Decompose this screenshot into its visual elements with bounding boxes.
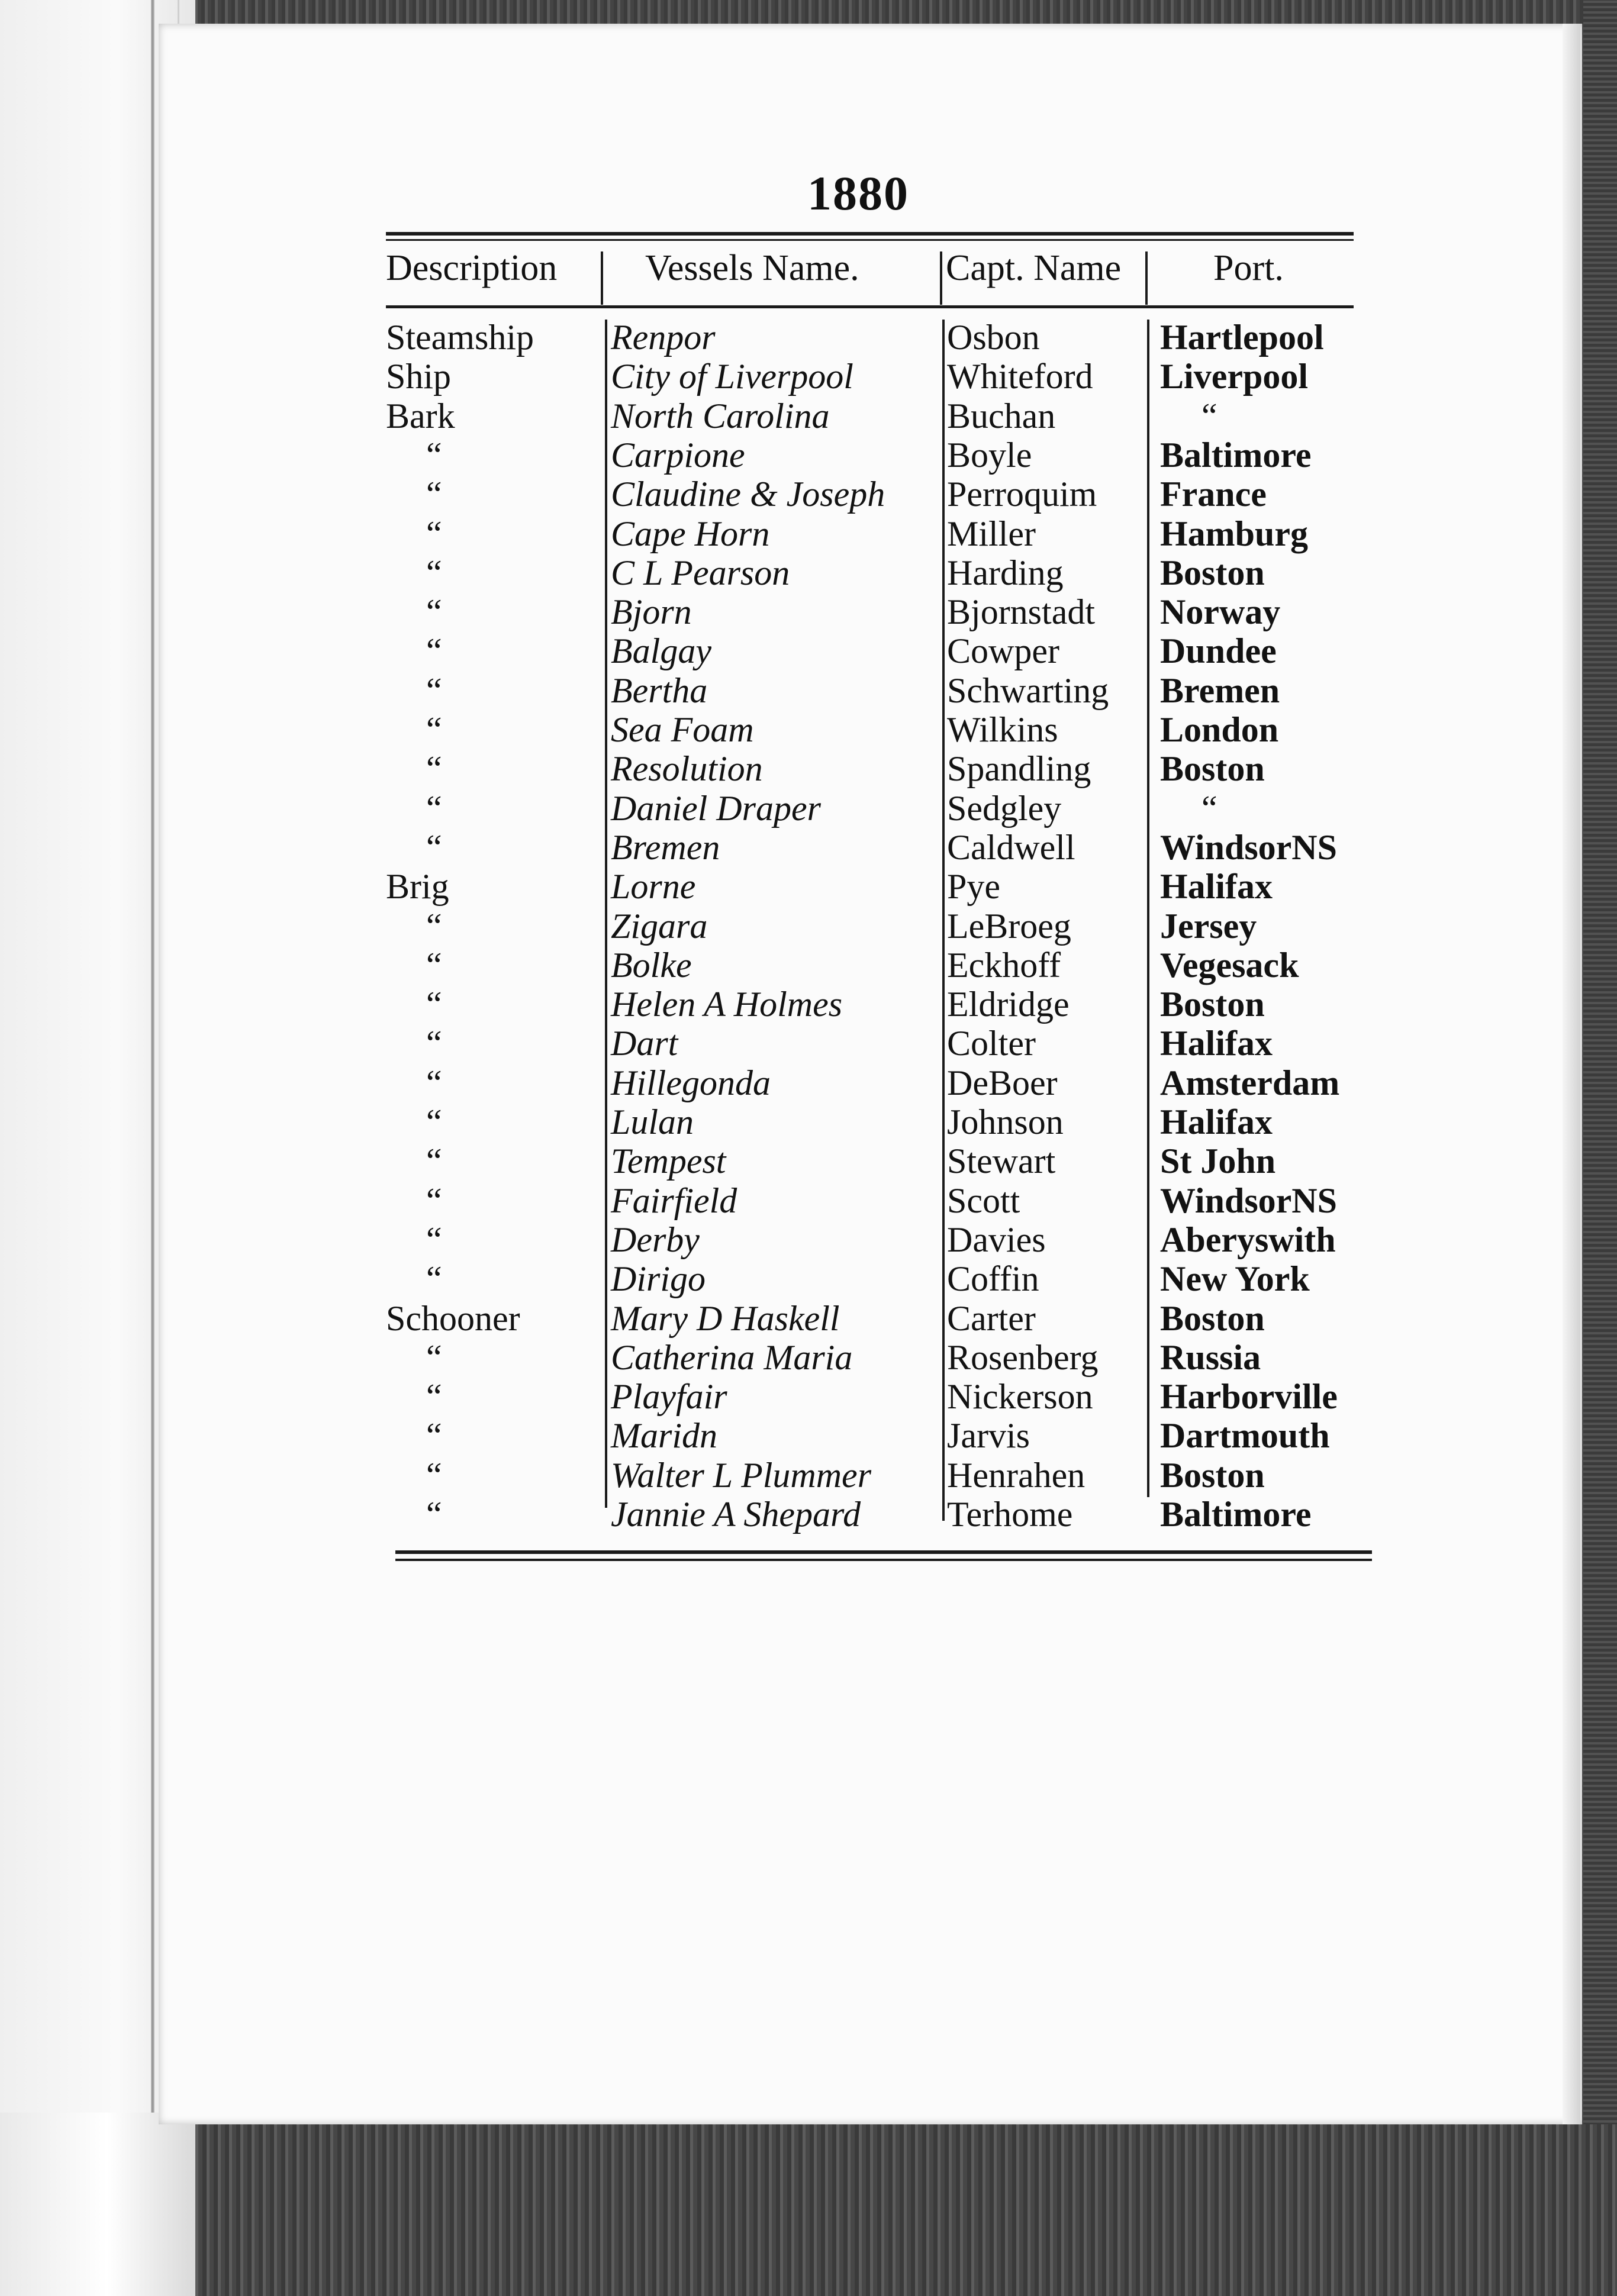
description-cell: “ — [426, 1102, 442, 1141]
port-cell: Harborville — [1160, 1377, 1338, 1417]
description-cell: “ — [426, 631, 442, 671]
vessel-name-cell: Dart — [611, 1024, 678, 1063]
table-row — [0, 1416, 1617, 1455]
vessel-name-cell: Cape Horn — [611, 514, 770, 553]
table-row — [0, 1259, 1617, 1298]
description-cell: “ — [426, 435, 442, 475]
header-rule — [386, 305, 1354, 308]
captain-name-cell: Buchan — [947, 396, 1056, 436]
table-row — [0, 1377, 1617, 1416]
table-row — [0, 789, 1617, 828]
description-cell: “ — [426, 749, 442, 789]
captain-name-cell: DeBoer — [947, 1063, 1058, 1102]
description-cell: “ — [426, 592, 442, 632]
captain-name-cell: Henrahen — [947, 1455, 1085, 1495]
port-cell: St John — [1160, 1141, 1276, 1181]
captain-name-cell: Miller — [947, 514, 1036, 553]
table-row — [0, 631, 1617, 670]
captain-name-cell: Boyle — [947, 435, 1032, 475]
vessel-name-cell: Resolution — [611, 749, 763, 789]
captain-name-cell: Davies — [947, 1220, 1046, 1259]
port-cell: Norway — [1160, 592, 1281, 632]
description-cell: Brig — [386, 867, 449, 907]
description-cell: “ — [426, 1455, 442, 1495]
description-cell: “ — [426, 906, 442, 946]
table-row — [0, 318, 1617, 357]
port-cell: Halifax — [1160, 867, 1273, 907]
table-row — [0, 1181, 1617, 1220]
captain-name-cell: Johnson — [947, 1102, 1064, 1141]
table-row — [0, 1220, 1617, 1259]
table-bottom-rule — [395, 1550, 1372, 1554]
table-row — [0, 1456, 1617, 1495]
table-row — [0, 671, 1617, 710]
scanner-backdrop-top — [0, 0, 1617, 24]
port-cell: Baltimore — [1160, 435, 1312, 475]
description-cell: “ — [426, 475, 442, 514]
vessel-name-cell: North Carolina — [611, 396, 830, 436]
table-row — [0, 1024, 1617, 1063]
port-cell: WindsorNS — [1160, 1181, 1338, 1220]
port-cell: Amsterdam — [1160, 1063, 1340, 1102]
port-cell: New York — [1160, 1259, 1310, 1299]
port-cell: London — [1160, 710, 1279, 749]
vessel-name-cell: Maridn — [611, 1416, 717, 1456]
captain-name-cell: Rosenberg — [947, 1337, 1099, 1377]
port-cell: Russia — [1160, 1337, 1261, 1377]
description-cell: “ — [426, 788, 442, 828]
port-cell: Bremen — [1160, 670, 1280, 710]
vessel-name-cell: C L Pearson — [611, 553, 790, 592]
captain-name-cell: Eckhoff — [947, 945, 1061, 985]
captain-name-cell: Terhome — [947, 1495, 1073, 1534]
column-separator-1 — [601, 251, 603, 305]
vessel-name-cell: Dirigo — [611, 1259, 706, 1299]
port-cell: Hartlepool — [1160, 318, 1324, 357]
table-top-rule — [386, 232, 1354, 236]
table-row — [0, 436, 1617, 475]
description-cell: “ — [426, 1495, 442, 1534]
table-row — [0, 514, 1617, 553]
vessel-name-cell: Catherina Maria — [611, 1337, 853, 1377]
captain-name-cell: Perroquim — [947, 475, 1097, 514]
vessel-name-cell: Derby — [611, 1220, 700, 1259]
captain-name-cell: Cowper — [947, 631, 1059, 671]
table-row — [0, 749, 1617, 788]
vessel-name-cell: Sea Foam — [611, 710, 754, 749]
captain-name-cell: Jarvis — [947, 1416, 1030, 1456]
description-cell: “ — [426, 1141, 442, 1181]
vessel-name-cell: Bjorn — [611, 592, 692, 632]
vessel-name-cell: Bolke — [611, 945, 692, 985]
table-row — [0, 592, 1617, 631]
captain-name-cell: Eldridge — [947, 985, 1070, 1024]
description-cell: “ — [426, 670, 442, 710]
description-cell: “ — [426, 1337, 442, 1377]
vessel-name-cell: Hillegonda — [611, 1063, 771, 1102]
table-row — [0, 946, 1617, 985]
port-cell: Jersey — [1160, 906, 1257, 946]
table-row — [0, 357, 1617, 396]
table-row — [0, 867, 1617, 906]
description-cell: “ — [426, 553, 442, 592]
captain-name-cell: Harding — [947, 553, 1064, 592]
table-row — [0, 828, 1617, 867]
table-row — [0, 1495, 1617, 1534]
port-cell: “ — [1202, 788, 1217, 828]
table-row — [0, 396, 1617, 436]
captain-name-cell: Stewart — [947, 1141, 1056, 1181]
vessel-name-cell: Walter L Plummer — [611, 1455, 872, 1495]
vessel-name-cell: Claudine & Joseph — [611, 475, 885, 514]
vessel-name-cell: Renpor — [611, 318, 716, 357]
port-cell: Baltimore — [1160, 1495, 1312, 1534]
port-cell: Vegesack — [1160, 945, 1299, 985]
vessel-name-cell: Mary D Haskell — [611, 1298, 840, 1338]
vessel-name-cell: Tempest — [611, 1141, 726, 1181]
port-cell: Halifax — [1160, 1102, 1273, 1141]
port-cell: Dartmouth — [1160, 1416, 1330, 1456]
header-description: Description — [386, 248, 558, 288]
port-cell: Halifax — [1160, 1024, 1273, 1063]
captain-name-cell: Wilkins — [947, 710, 1058, 749]
header-vessel: Vessels Name. — [645, 248, 859, 288]
description-cell: Schooner — [386, 1298, 520, 1338]
captain-name-cell: Scott — [947, 1181, 1020, 1220]
port-cell: WindsorNS — [1160, 827, 1338, 867]
header-captain: Capt. Name — [946, 248, 1122, 288]
port-cell: Liverpool — [1160, 357, 1308, 396]
vessel-name-cell: Jannie A Shepard — [611, 1495, 861, 1534]
captain-name-cell: Schwarting — [947, 670, 1109, 710]
table-bottom-rule-thin — [395, 1559, 1372, 1561]
vessel-name-cell: Fairfield — [611, 1181, 737, 1220]
port-cell: Hamburg — [1160, 514, 1309, 553]
port-cell: France — [1160, 475, 1267, 514]
port-cell: Dundee — [1160, 631, 1277, 671]
table-top-rule-thin — [386, 239, 1354, 241]
table-row — [0, 1299, 1617, 1338]
captain-name-cell: Carter — [947, 1298, 1036, 1338]
description-cell: “ — [426, 514, 442, 553]
captain-name-cell: Pye — [947, 867, 1000, 907]
column-separator-2 — [940, 251, 942, 305]
captain-name-cell: Caldwell — [947, 827, 1075, 867]
description-cell: “ — [426, 710, 442, 749]
description-cell: Bark — [386, 396, 455, 436]
port-cell: Boston — [1160, 553, 1265, 592]
vessel-name-cell: Zigara — [611, 906, 708, 946]
port-cell: Aberyswith — [1160, 1220, 1336, 1259]
header-port: Port. — [1213, 248, 1284, 288]
scanner-backdrop-bottom — [0, 2124, 1617, 2296]
captain-name-cell: Spandling — [947, 749, 1091, 789]
vessel-name-cell: Lorne — [611, 867, 696, 907]
table-row — [0, 1338, 1617, 1377]
description-cell: “ — [426, 1063, 442, 1102]
port-cell: Boston — [1160, 1455, 1265, 1495]
table-row — [0, 1063, 1617, 1102]
binding-bottom — [0, 2113, 195, 2296]
captain-name-cell: Whiteford — [947, 357, 1093, 396]
description-cell: “ — [426, 1259, 442, 1299]
captain-name-cell: Coffin — [947, 1259, 1039, 1299]
table-row — [0, 1141, 1617, 1181]
description-cell: “ — [426, 1377, 442, 1417]
description-cell: “ — [426, 1220, 442, 1259]
vessel-name-cell: Balgay — [611, 631, 711, 671]
column-separator-3 — [1145, 251, 1148, 305]
vessel-name-cell: Lulan — [611, 1102, 694, 1141]
vessel-name-cell: Helen A Holmes — [611, 985, 843, 1024]
description-cell: “ — [426, 1181, 442, 1220]
port-cell: Boston — [1160, 1298, 1265, 1338]
vessel-name-cell: Daniel Draper — [611, 788, 821, 828]
page-title: 1880 — [807, 166, 909, 220]
captain-name-cell: LeBroeg — [947, 906, 1071, 946]
description-cell: “ — [426, 945, 442, 985]
port-cell: Boston — [1160, 749, 1265, 789]
vessel-name-cell: Playfair — [611, 1377, 727, 1417]
captain-name-cell: Nickerson — [947, 1377, 1093, 1417]
vessel-name-cell: Bremen — [611, 827, 720, 867]
description-cell: “ — [426, 1416, 442, 1456]
description-cell: “ — [426, 985, 442, 1024]
captain-name-cell: Osbon — [947, 318, 1040, 357]
description-cell: Ship — [386, 357, 452, 396]
table-row — [0, 1102, 1617, 1141]
vessel-name-cell: Carpione — [611, 435, 745, 475]
port-cell: Boston — [1160, 985, 1265, 1024]
captain-name-cell: Colter — [947, 1024, 1036, 1063]
vessel-name-cell: Bertha — [611, 670, 708, 710]
vessel-name-cell: City of Liverpool — [611, 357, 853, 396]
port-cell: “ — [1202, 396, 1217, 436]
table-row — [0, 907, 1617, 946]
table-row — [0, 553, 1617, 592]
table-row — [0, 710, 1617, 749]
description-cell: “ — [426, 827, 442, 867]
description-cell: “ — [426, 1024, 442, 1063]
captain-name-cell: Bjornstadt — [947, 592, 1095, 632]
description-cell: Steamship — [386, 318, 534, 357]
captain-name-cell: Sedgley — [947, 788, 1062, 828]
table-row — [0, 985, 1617, 1024]
table-row — [0, 475, 1617, 514]
